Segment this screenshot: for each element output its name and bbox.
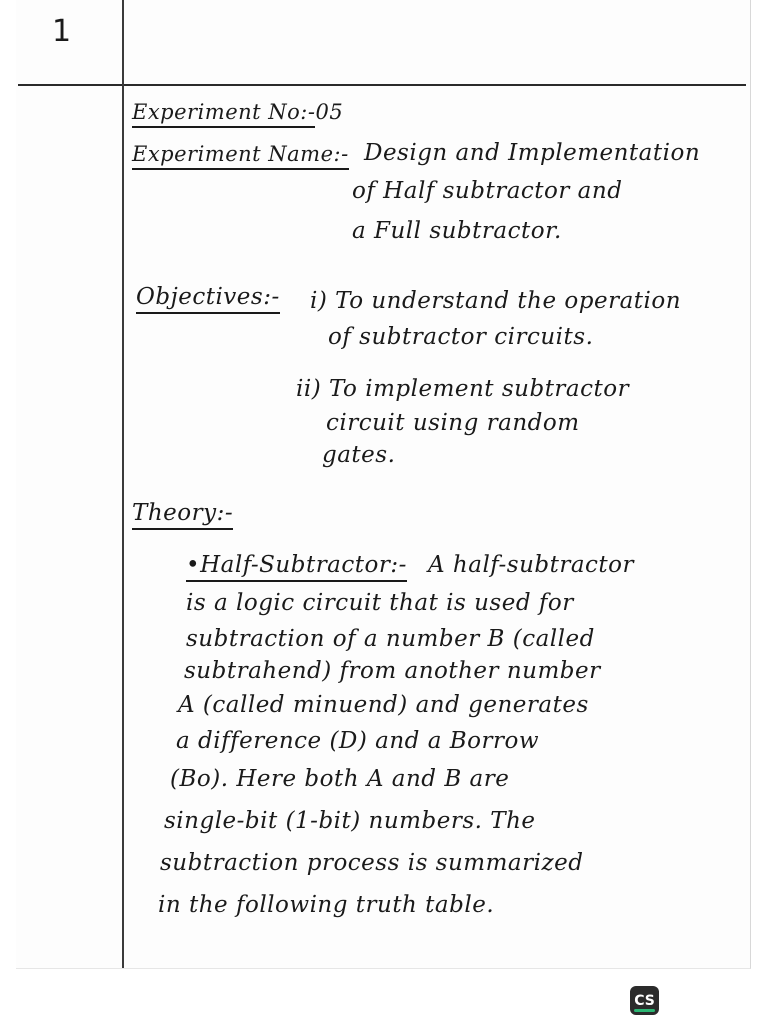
theory-line-7: (Bo). Here both A and B are (170, 766, 510, 792)
objectives-label-wrap (136, 284, 280, 310)
experiment-name-line-2: of Half subtractor and (352, 178, 623, 204)
camscanner-logo (630, 986, 659, 1015)
half-subtractor-label: •Half-Subtractor:- (186, 552, 407, 582)
experiment-number-label: Experiment No:- (132, 100, 315, 128)
theory-line-4: subtrahend) from another number (184, 658, 601, 684)
experiment-name-line-3: a Full subtractor. (352, 218, 562, 244)
experiment-name-label: Experiment Name:- (132, 142, 349, 170)
theory-line-5: A (called minuend) and generates (178, 692, 589, 718)
theory-heading: Theory:- (132, 500, 233, 530)
margin-rule-vertical (122, 0, 124, 968)
experiment-number-value: 05 (315, 100, 344, 124)
theory-line-1: A half-subtractor (428, 552, 635, 578)
experiment-name-line-1: Design and Implementation (364, 140, 701, 166)
theory-line-3: subtraction of a number B (called (186, 626, 595, 652)
objective-2-line-3: gates. (322, 442, 396, 468)
experiment-name-label-wrap (132, 142, 349, 166)
margin-rule-horizontal (18, 84, 746, 86)
theory-heading-wrap (132, 500, 233, 526)
camscanner-logo-text: CS (634, 992, 655, 1009)
theory-line-9: subtraction process is summarized (160, 850, 584, 876)
page-number: 1 (52, 14, 72, 49)
theory-line-8: single-bit (1-bit) numbers. The (164, 808, 536, 834)
theory-line-10: in the following truth table. (158, 892, 495, 918)
objectives-label: Objectives:- (136, 284, 280, 314)
objective-1-line-1: i) To understand the operation (310, 288, 682, 314)
half-subtractor-label-wrap (186, 552, 407, 578)
theory-line-2: is a logic circuit that is used for (186, 590, 574, 616)
objective-1-line-2: of subtractor circuits. (328, 324, 594, 350)
experiment-number (132, 100, 343, 124)
objective-2-line-2: circuit using random (326, 410, 580, 436)
objective-2-line-1: ii) To implement subtractor (296, 376, 630, 402)
theory-line-6: a difference (D) and a Borrow (176, 728, 540, 754)
